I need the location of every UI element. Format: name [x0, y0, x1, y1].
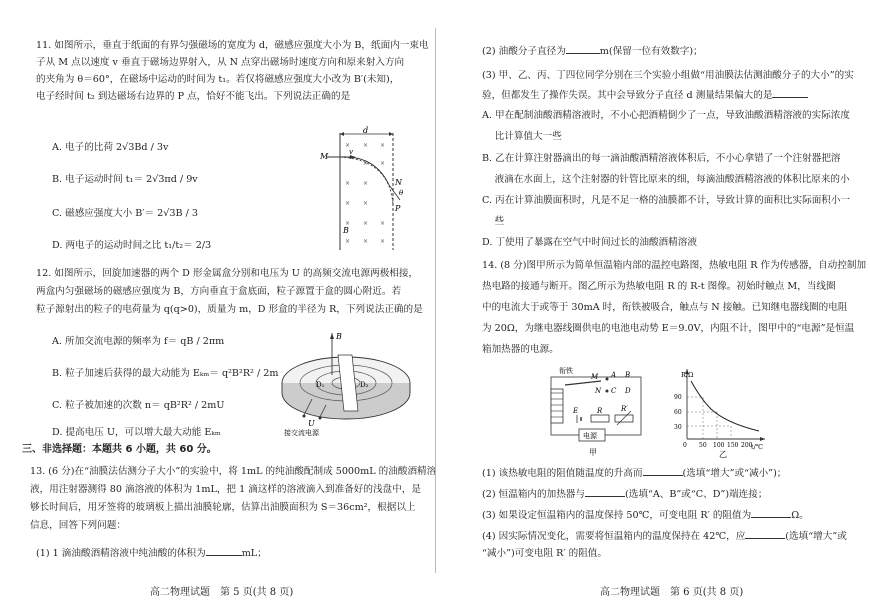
- svg-text:×: ×: [380, 160, 386, 167]
- q12-fig-caption: 接交流电源: [284, 429, 319, 437]
- q11-option-d: D. 两电子的运动时间之比 t₁/t₂＝ 2/3: [52, 240, 212, 251]
- q12-fig-b-label: B: [336, 332, 342, 341]
- svg-text:×: ×: [380, 238, 386, 245]
- q14-sub1-answer-blank[interactable]: [643, 466, 683, 476]
- q13-sub2-text: (2) 油酸分子直径为: [482, 46, 566, 57]
- q14-fig-r-label: R: [597, 407, 603, 415]
- q14-sub4-tail: (选填“增大”或: [785, 531, 847, 542]
- q14-circuit-figure: [543, 363, 653, 459]
- section-heading-nonchoice: 三、非选择题：本题共 6 小题，共 60 分。: [22, 444, 217, 455]
- q14-fig-a-label: A: [611, 371, 617, 379]
- q14-graph-xtick: 100: [713, 442, 725, 449]
- q13-line-4: 信息，回答下列问题：: [30, 520, 126, 531]
- svg-text:×: ×: [363, 160, 369, 167]
- q14-fig-m-label: M: [591, 373, 599, 381]
- q11-fig-n-label: N: [395, 178, 402, 187]
- q11-fig-v-label: v: [349, 148, 353, 156]
- q12-fig-d2-label: D₂: [360, 381, 369, 389]
- q13-line-2: 液，用注射器测得 80 滴溶液的体积为 1mL，把 1 滴这样的溶液滴入到准备好的浅盘中，是: [30, 484, 421, 495]
- q13-sub3-line-2-text: 验，但都发生了操作失误。其中会导致分子直径 d 测量结果偏大的是: [482, 90, 773, 101]
- q11-magnetic-field-figure: [315, 125, 415, 255]
- q12-fig-d1-label: D₁: [316, 381, 325, 389]
- q11-option-a: A. 电子的比荷 2√3Bd / 3v: [52, 142, 169, 153]
- q14-sub4-answer-blank[interactable]: [745, 529, 785, 539]
- q13-option-a-line-1: A. 甲在配制油酸酒精溶液时，不小心把酒精倒少了一点，导致油酸酒精溶液的实际浓度: [482, 110, 850, 121]
- q13-sub3-answer-blank[interactable]: [772, 88, 808, 98]
- svg-text:×: ×: [363, 200, 369, 207]
- q12-option-a: A. 所加交流电源的频率为 f＝ qB / 2πm: [52, 336, 225, 347]
- q11-line-4: 电子经时间 t₂ 到达磁场右边界的 P 点，恰好不能飞出。下列说法正确的是: [36, 91, 351, 102]
- page-6: [435, 0, 870, 606]
- q14-graph-ylabel: R/Ω: [681, 371, 694, 379]
- svg-text:×: ×: [363, 238, 369, 245]
- svg-text:×: ×: [380, 142, 386, 149]
- q14-fig-n-label: N: [595, 387, 602, 395]
- svg-text:×: ×: [345, 200, 351, 207]
- q13-option-b-line-2: 液滴在水面上，这个注射器的针管比原来的细，每滴油酸酒精溶液的体积比原来的小: [482, 174, 850, 185]
- svg-text:×: ×: [345, 238, 351, 245]
- page-5-footer: 高二物理试题 第 5 页(共 8 页): [150, 587, 294, 598]
- q13-sub2-answer-blank[interactable]: [566, 44, 600, 54]
- q14-sub3: [482, 508, 809, 522]
- q14-fig-armature-label: 衔铁: [559, 367, 573, 375]
- q14-fig-b-caption: 乙: [719, 450, 727, 459]
- q14-sub3-text: (3) 如果设定恒温箱内的温度保持 50℃，可变电阻 R′ 的阻值为: [482, 510, 752, 521]
- q14-sub1-tail: (选填“增大”或“减小”)；: [682, 468, 787, 479]
- q14-sub2: [482, 487, 767, 501]
- q14-fig-a-caption: 甲: [589, 448, 597, 457]
- q13-option-b-line-1: B. 乙在计算注射器滴出的每一滴油酸酒精溶液体积后，不小心拿错了一个注射器把溶: [482, 153, 841, 164]
- q13-line-3: 够长时间后，用牙签将的玻璃板上描出油膜轮廓，估算出油膜面积为 S＝36cm²，根据以上: [30, 502, 416, 513]
- q13-option-c-line-2: 些: [482, 216, 505, 227]
- q14-sub4-line-2: “减小”)可变电阻 R′ 的阻值。: [482, 548, 607, 559]
- q14-graph-xtick: 200: [741, 442, 753, 449]
- q14-graph-xlabel: t/℃: [751, 443, 764, 451]
- svg-text:×: ×: [345, 142, 351, 149]
- svg-text:×: ×: [363, 220, 369, 227]
- q11-fig-b-label: B: [343, 226, 349, 235]
- q14-sub1: [482, 466, 786, 480]
- q14-sub2-tail: (选填“A、B”或“C、D”)端连接；: [624, 489, 768, 500]
- q14-fig-c-label: C: [611, 387, 617, 395]
- q12-line-3: 粒子源射出的粒子的电荷量为 q(q>0)，质量为 m，D 形盒的半径为 R，下列说法正确的是: [36, 304, 423, 315]
- q13-option-d: D. 丁使用了暴露在空气中时间过长的油酸酒精溶液: [482, 237, 697, 248]
- q14-fig-rp-label: R′: [621, 405, 628, 413]
- q13-sub1-text: (1) 1 滴油酸酒精溶液中纯油酸的体积为: [36, 548, 206, 559]
- q14-sub2-answer-blank[interactable]: [585, 487, 625, 497]
- svg-text:×: ×: [380, 220, 386, 227]
- q13-option-a-line-2: 比计算值大一些: [482, 131, 562, 142]
- q14-sub1-text: (1) 该热敏电阻的阻值随温度的升高而: [482, 468, 643, 479]
- q14-line-5: 箱加热器的电源。: [482, 344, 559, 355]
- q14-fig-power-label: 电源: [583, 432, 597, 440]
- q14-graph-ytick: 60: [674, 409, 682, 416]
- q11-fig-m-label: M: [320, 152, 329, 161]
- q14-sub3-tail: Ω。: [791, 510, 809, 521]
- q13-sub3-line-1: (3) 甲、乙、丙、丁四位同学分别在三个实验小组做“用油膜法估测油酸分子的大小”的实: [482, 70, 854, 81]
- q14-line-2: 热电路的接通与断开。图乙所示为热敏电阻 R 的 R-t 图像。初始时触点 M，当线圈: [482, 281, 836, 292]
- q12-option-c: C. 粒子被加速的次数 n＝ qB²R² / 2mU: [52, 400, 225, 411]
- q13-sub3-line-2: [482, 88, 808, 102]
- q14-graph-xtick: 50: [699, 442, 707, 449]
- q14-sub4-line-1: [482, 529, 847, 543]
- svg-text:×: ×: [345, 220, 351, 227]
- q14-graph-ytick: 90: [674, 394, 682, 401]
- q14-rt-graph: [671, 363, 771, 459]
- q14-line-1: 14. (8 分)图甲所示为简单恒温箱内部的温控电路图，热敏电阻 R 作为传感器，自动控制加: [482, 260, 867, 271]
- q12-fig-u-label: U: [308, 419, 315, 428]
- q11-option-c: C. 磁感应强度大小 B′＝ 2√3B / 3: [52, 208, 198, 219]
- q14-line-4: 为 20Ω，为继电器线圈供电的电池电动势 E＝9.0V，内阻不计，图甲中的“电源”是恒温: [482, 323, 855, 334]
- q14-fig-d-label: D: [625, 387, 631, 395]
- q14-fig-b-label: B: [625, 371, 631, 379]
- q11-line-2: 子从 M 点以速度 v 垂直于磁场边界射入，从 N 点穿出磁场时速度方向和原来射入方向: [36, 57, 405, 68]
- q12-option-d: D. 提高电压 U，可以增大最大动能 Eₖₘ: [52, 427, 221, 438]
- q13-sub1-unit: mL；: [241, 548, 267, 559]
- q14-graph-ytick: 30: [674, 424, 682, 431]
- q13-line-1: 13. (6 分)在“油膜法估测分子大小”的实验中，将 1mL 的纯油酸配制成 5000mL 的油酸酒精溶: [30, 466, 437, 477]
- q11-fig-p-label: P: [395, 204, 401, 213]
- q11-option-b: B. 电子运动时间 t₁＝ 2√3πd / 9v: [52, 174, 198, 185]
- q12-cyclotron-figure: [268, 325, 418, 437]
- q14-sub3-answer-blank[interactable]: [751, 508, 791, 518]
- q11-fig-d-label: d: [363, 126, 369, 135]
- q12-line-2: 两盒内匀强磁场的磁感应强度为 B，方向垂直于盒底面，粒子源置于盒的圆心附近。若: [36, 286, 402, 297]
- q14-graph-xtick: 150: [727, 442, 739, 449]
- q12-option-b: B. 粒子加速后获得的最大动能为 Eₖₘ＝ q²B²R² / 2m: [52, 368, 279, 379]
- q14-sub2-text: (2) 恒温箱内的加热器与: [482, 489, 585, 500]
- q13-sub1-answer-blank[interactable]: [206, 546, 242, 556]
- q11-line-3: 的夹角为 θ＝60°，在磁场中运动的时间为 t₁。若仅将磁感应强度大小改为 B′(未知)，: [36, 74, 400, 85]
- q12-line-1: 12. 如图所示，回旋加速器的两个 D 形金属盒分别和电压为 U 的高频交流电源两极相接，: [36, 268, 419, 279]
- q14-graph-xtick: 0: [683, 442, 687, 449]
- q11-line-1: 11. 如图所示，垂直于纸面的有界匀强磁场的宽度为 d，磁感应强度大小为 B，纸面内一束电: [36, 40, 429, 51]
- q13-sub1: [36, 546, 267, 560]
- svg-text:×: ×: [363, 180, 369, 187]
- page-6-footer: 高二物理试题 第 6 页(共 8 页): [600, 587, 744, 598]
- q14-sub4-text: (4) 因实际情况变化，需要将恒温箱内的温度保持在 42℃，应: [482, 531, 746, 542]
- q13-option-c-line-1: C. 丙在计算油膜面积时，凡是不足一格的油膜都不计，导致计算的面积比实际面积小一: [482, 195, 851, 206]
- q11-fig-theta-label: θ: [399, 189, 404, 197]
- q14-line-3: 中的电流大于或等于 30mA 时，衔铁被吸合，触点与 N 接触。已知继电器线圈的电阻: [482, 302, 848, 313]
- q14-fig-e-label: E: [573, 407, 579, 415]
- svg-text:×: ×: [363, 142, 369, 149]
- q13-sub2: [482, 44, 703, 58]
- svg-text:×: ×: [345, 180, 351, 187]
- q13-sub2-tail: m(保留一位有效数字)；: [599, 46, 703, 57]
